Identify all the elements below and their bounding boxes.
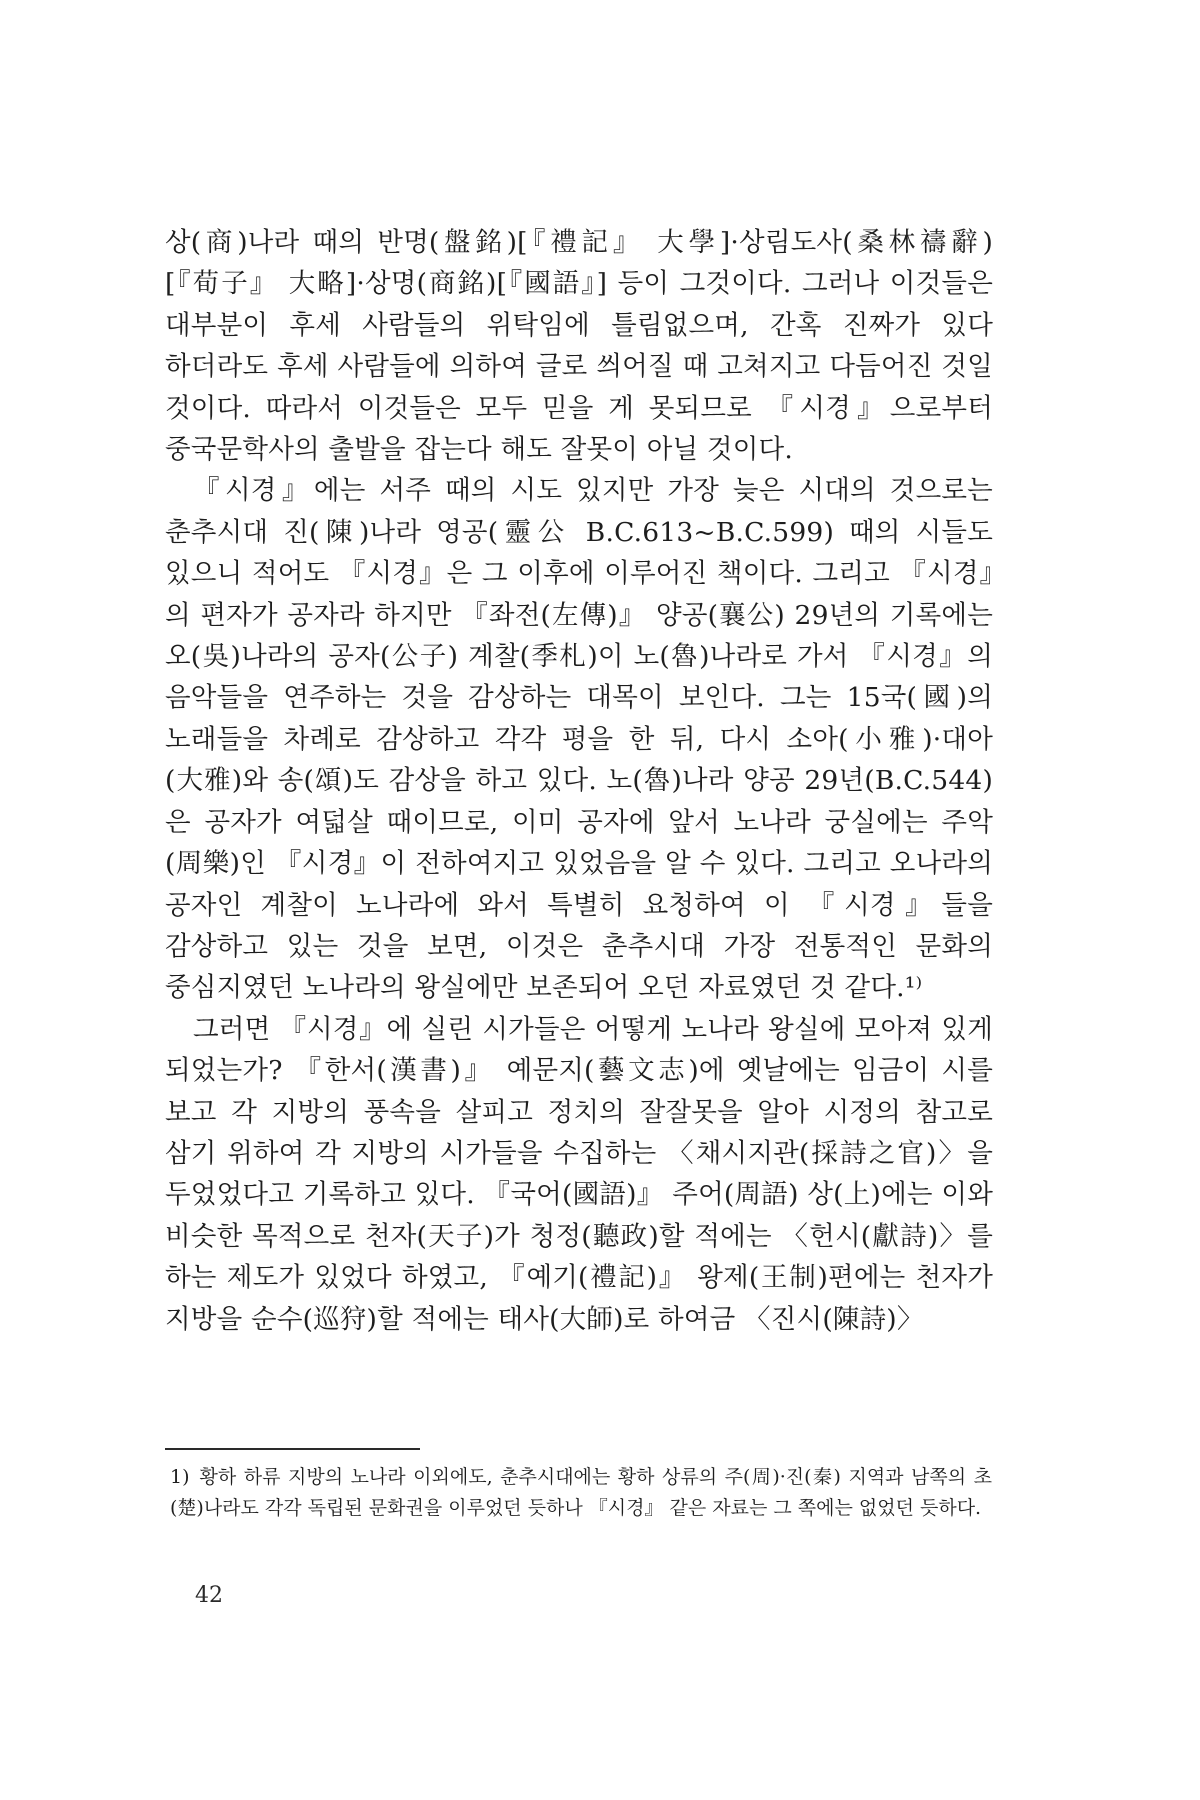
footnote-text: 황하 하류 지방의 노나라 이외에도, 춘추시대에는 황하 상류의 주(周)·진(秦) 지역과 남쪽의 초(楚)나라도 각각 독립된 문화권을 이루었던 듯하나 『시경』 같은 자료는 그 쪽에는 없었던 듯하다. [170, 1466, 992, 1519]
paragraph-1: 상(商)나라 때의 반명(盤銘)[『禮記』 大學]·상림도사(桑林禱辭)[『荀子』 大略]·상명(商銘)[『國語』] 등이 그것이다. 그러나 이것들은 대부분이 후세 사람들의 위탁임에 틀림없으며, 간혹 진짜가 있다 하더라도 후세 사람들에 의하여 글로 씌어질 때 고쳐지고 다듬어진 것일 것이다. 따라서 이것들은 모두 믿을 게 못되므로 『시경』으로부터 중국문학사의 출발을 잡는다 해도 잘못이 아닐 것이다. [165, 227, 993, 466]
footnote-number: 1) [170, 1466, 190, 1488]
paragraph-2: 『시경』에는 서주 때의 시도 있지만 가장 늦은 시대의 것으로는 춘추시대 진(陳)나라 영공(靈公 B.C.613~B.C.599) 때의 시들도 있으니 적어도 『시경』은 그 이후에 이루어진 책이다. 그리고 『시경』의 편자가 공자라 하지만 『좌전(左傳)』 양공(襄公) 29년의 기록에는 오(吳)나라의 공자(公子) 계찰(季札)이 노(魯)나라로 가서 『시경』의 음악들을 연주하는 것을 감상하는 대목이 보인다. 그는 15국(國)의 노래들을 차례로 감상하고 각각 평을 한 뒤, 다시 소아(小雅)·대아(大雅)와 송(頌)도 감상을 하고 있다. 노(魯)나라 양공 29년(B.C.544)은 공자가 여덟살 때이므로, 이미 공자에 앞서 노나라 궁실에는 주악(周樂)인 『시경』이 전하여지고 있었음을 알 수 있다. 그리고 오나라의 공자인 계찰이 노나라에 와서 특별히 요청하여 이 『시경』들을 감상하고 있는 것을 보면, 이것은 춘추시대 가장 전통적인 문화의 중심지였던 노나라의 왕실에만 보존되어 오던 자료였던 것 같다.¹⁾ [165, 475, 993, 1004]
footnote [170, 1462, 992, 1524]
page-number: 42 [195, 1583, 223, 1608]
footnote-divider [165, 1448, 420, 1450]
body-text [165, 222, 993, 1340]
paragraph-3: 그러면 『시경』에 실린 시가들은 어떻게 노나라 왕실에 모아져 있게 되었는가? 『한서(漢書)』 예문지(藝文志)에 옛날에는 임금이 시를 보고 각 지방의 풍속을 살피고 정치의 잘잘못을 알아 시정의 참고로 삼기 위하여 각 지방의 시가들을 수집하는 〈채시지관(採詩之官)〉을 두었었다고 기록하고 있다. 『국어(國語)』 주어(周語) 상(上)에는 이와 비슷한 목적으로 천자(天子)가 청정(聽政)할 적에는 〈헌시(獻詩)〉를 하는 제도가 있었다 하였고, 『예기(禮記)』 왕제(王制)편에는 천자가 지방을 순수(巡狩)할 적에는 태사(大師)로 하여금 〈진시(陳詩)〉 [165, 1013, 993, 1335]
